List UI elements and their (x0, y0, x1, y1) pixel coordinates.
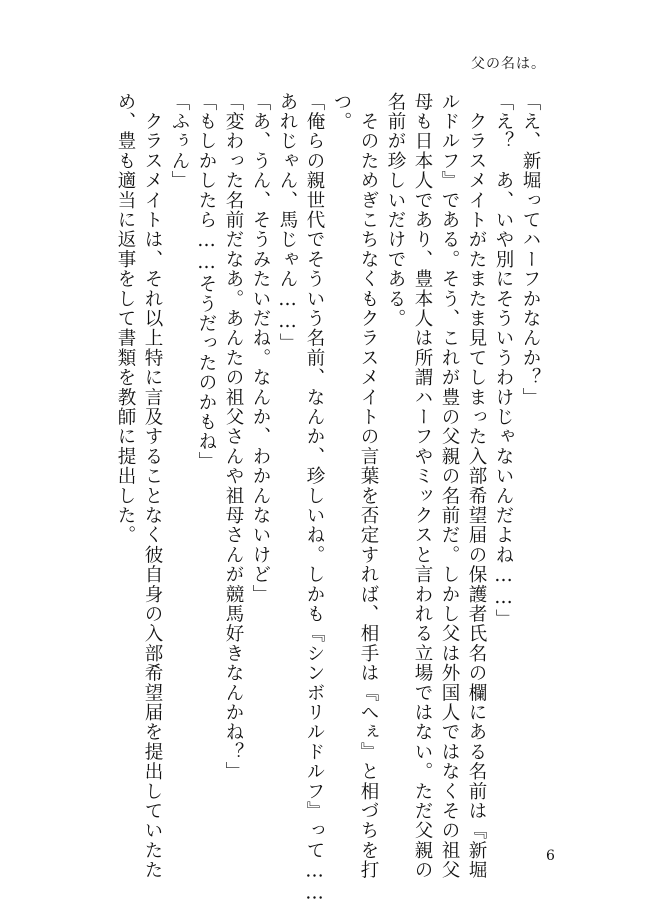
text-line: クラスメイトは、それ以上特に言及することなく彼自身の入部希望届を提出していたた (142, 92, 163, 880)
text-line: め、豊も適当に返事をして書類を教師に提出した。 (115, 92, 136, 546)
chapter-title: 父の名は。 (471, 56, 546, 72)
text-line: つ。 (331, 92, 352, 132)
text-line: クラスメイトがたまたま見てしまった入部希望届の保護者氏名の欄にある名前は『新堀 (466, 92, 487, 880)
text-line: 「俺らの親世代でそういう名前、なんか、珍しいね。しかも『シンボリルドルフ』って…… (304, 92, 325, 905)
text-line: 「え、新堀ってハーフかなんか？」 (520, 92, 541, 408)
text-line: 母も日本人であり、豊本人は所謂ハーフやミックスと言われる立場ではない。ただ父親の (412, 92, 433, 880)
text-line: そのためぎこちなくもクラスメイトの言葉を否定すれば、相手は『へぇ』と相づちを打 (358, 92, 379, 880)
text-line: 「変わった名前だなあ。あんたの祖父さんや祖母さんが競馬好きなんかね？」 (223, 92, 244, 782)
text-line: 「あ、うん、そうみたいだね。なんか、わかんないけど」 (250, 92, 271, 605)
text-line: ルドルフ』である。そう、これが豊の父親の名前だ。しかし父は外国人ではなくその祖父 (439, 92, 460, 880)
body-text (112, 92, 544, 905)
text-line: 名前が珍しいだけである。 (385, 92, 406, 329)
text-line: 「もしかしたら……そうだったのかもね」 (196, 92, 217, 472)
text-line: 「え？ あ、いや別にそういうわけじゃないんだよね……」 (493, 92, 514, 629)
text-line: あれじゃん、馬じゃん……」 (277, 92, 298, 354)
page-number: 6 (546, 848, 555, 864)
text-line: 「ふぅん」 (169, 92, 190, 191)
